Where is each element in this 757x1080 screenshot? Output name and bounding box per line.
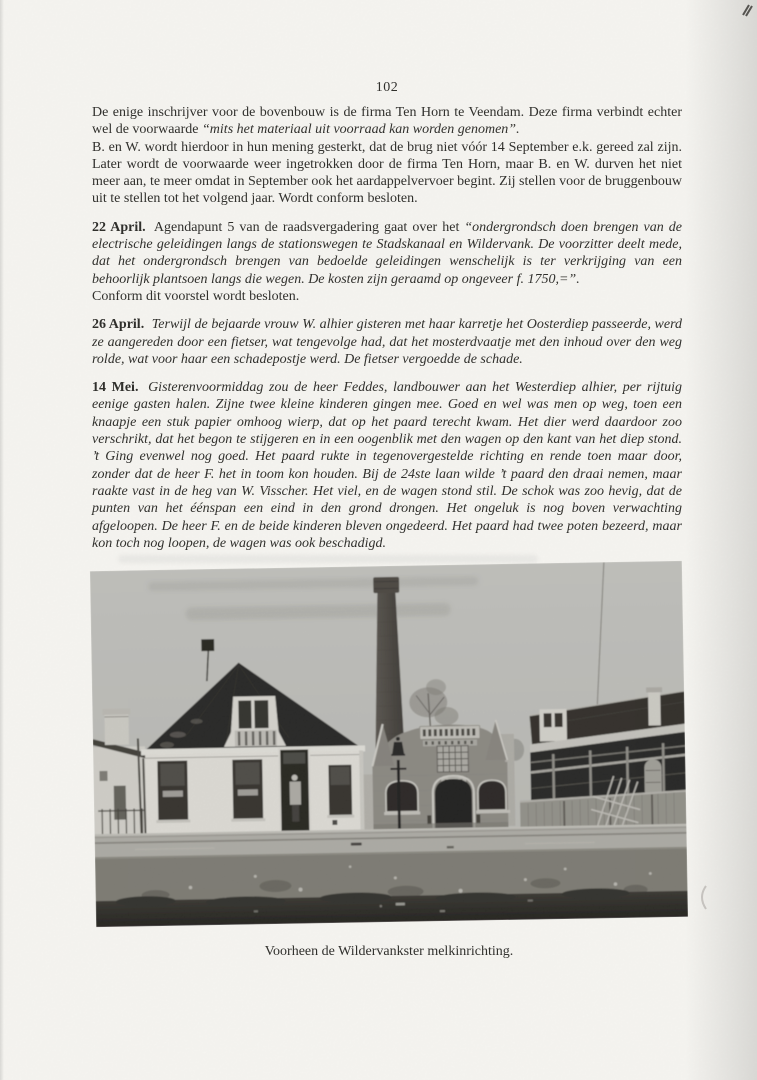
paragraph-26-april — [92, 316, 682, 368]
melkinrichting-photograph — [90, 561, 688, 927]
paragraph-b-en-w — [92, 139, 682, 208]
text-run: Terwijl de bejaarde vrouw W. alhier gisteren met haar karretje het Oosterdiep passeerde, werd ze aangereden door een fietser, wat tengevolge had, dat het mosterdvaatje met den inhoud over den weg rolde, wat voor haar een schadepostje werd. De fietser vergoedde de schade. — [92, 317, 683, 367]
body-text — [92, 104, 682, 552]
page-left-edge — [0, 0, 4, 1080]
page-edge-shadow — [685, 0, 757, 1080]
text-run: B. en W. wordt hierdoor in hun mening gesterkt, dat de brug niet vóór 14 September e.k. gereed zal zijn. Later wordt de voorwaarde weer ingetrokken door de firma Ten Horn, maar B. en W. durven het niet meer aan, te meer omdat in September ook het aardappelvervoer begint. Zij stellen voor de bruggenbouw uit te stellen tot het volgend jaar. Wordt conform besloten. — [92, 139, 682, 207]
scan-speck — [740, 2, 754, 18]
text-run: De enige inschrijver voor de bovenbouw is de firma Ten Horn te Veendam. Deze firma verbindt echter wel de voorwaarde — [92, 105, 682, 138]
date-heading: 22 April. — [92, 219, 146, 235]
photo-caption: Voorheen de Wildervankster melkinrichting. — [264, 944, 514, 959]
date-heading: 26 April. — [92, 317, 145, 333]
paragraph-conform — [92, 288, 682, 305]
paragraph-22-april — [92, 219, 682, 288]
date-heading: 14 Mei. — [92, 380, 139, 396]
text-run: Conform dit voorstel wordt besloten. — [92, 288, 300, 304]
text-run-quote: “mits het materiaal uit voorraad kan worden genomen”. — [202, 122, 520, 138]
ink-bleedthrough — [118, 555, 538, 563]
text-run: Gisterenvoormiddag zou de heer Feddes, landbouwer aan het Westerdiep alhier, per rijtuig eenige gasten halen. Zijne twee kleine kinderen gingen mee. Goed en wel was men op weg, toen een knaapje een stuk papier omhoog wierp, dat op het paard terecht kwam. Het dier werd daardoor zoo verschrikt, dat het begon te stijgeren en in een oogenblik met den wagen op den kant van het diep stond. ’t Ging evenwel nog goed. Het paard rukte in tegenovergestelde richting en rende toen maar door, zonder dat de heer F. het in toom kon houden. Bij de 24ste laan wilde ’t paard den draai nemen, maar raakte vast in de heg van W. Visscher. Het viel, en de wagen stond stil. De schok was zoo hevig, dat de punten van het éénspan een eind in den grond drongen. Het ongeluk is nog boven verwachting afgeloopen. De heer F. en de beide kinderen bleven ongedeerd. Het paard had twee poten bezeerd, maar kon toch nog loopen, de wagen was ook beschadigd. — [92, 380, 682, 551]
paragraph-ten-horn — [92, 104, 682, 139]
text-run-quote: “ondergrondsch doen brengen van de electrische geleidingen langs de stationswegen te Stadskanaal en Wildervank. De voorzitter deelt mede, dat het ondergrondsch brengen van bedoelde geleidingen wenschelijk is ter verkrijging van een behoorlijk plantsoen langs die wegen. De kosten zijn geraamd op ongeveer f. 1750,=”. — [92, 219, 682, 287]
photo-scene — [90, 561, 688, 927]
paragraph-14-mei — [92, 379, 682, 552]
photo-grain — [90, 561, 688, 927]
scan-mark — [695, 884, 709, 912]
page-number: 102 — [375, 80, 399, 95]
text-run: Agendapunt 5 van de raadsvergadering gaat over het — [149, 219, 465, 235]
